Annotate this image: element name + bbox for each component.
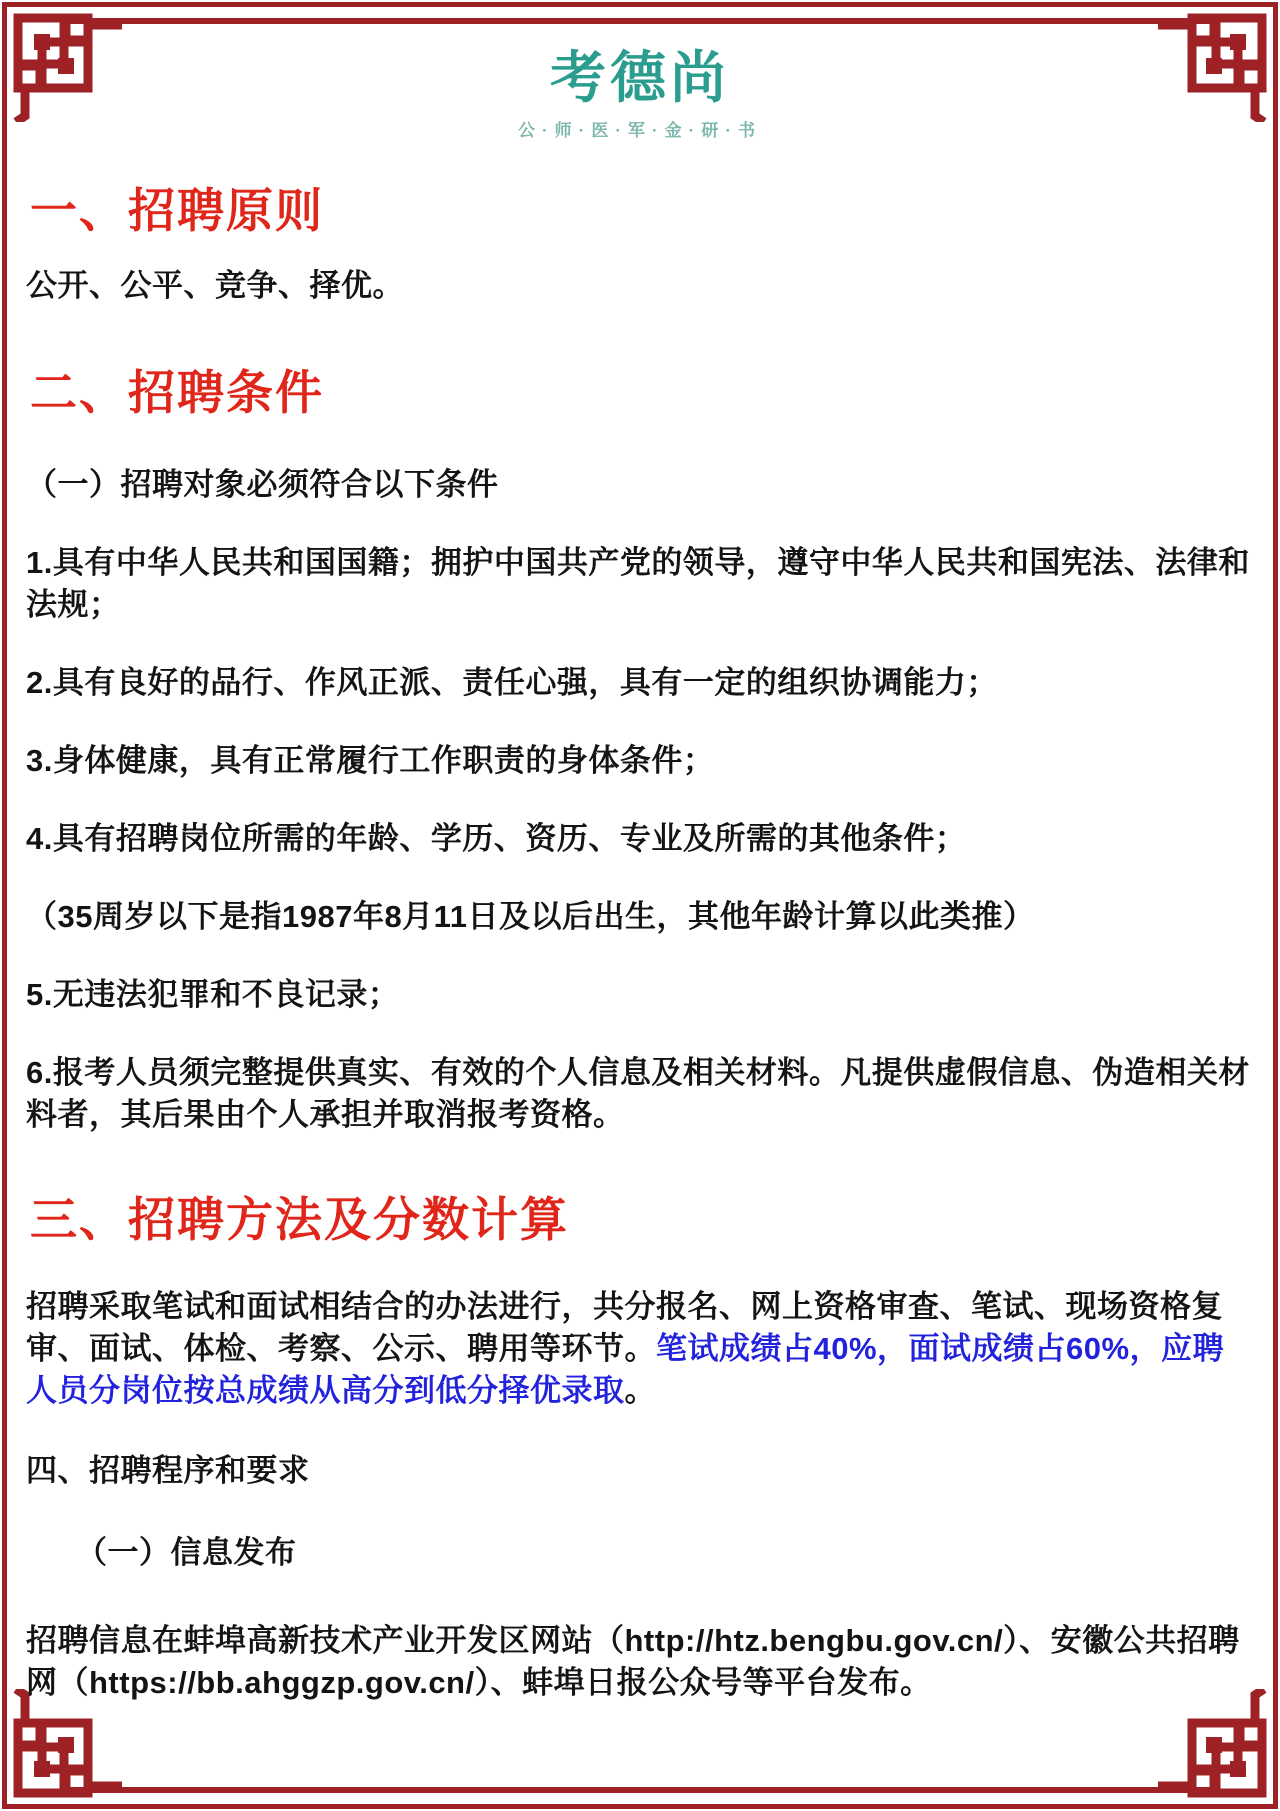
knot-corner-bottom-left-icon — [4, 1689, 122, 1807]
condition-item-1: 1.具有中华人民共和国国籍；拥护中国共产党的领导，遵守中华人民共和国宪法、法律和法规； — [26, 545, 1250, 623]
condition-item-4: 4.具有招聘岗位所需的年龄、学历、资历、专业及所需的其他条件； — [26, 821, 967, 857]
frame-bottom-line — [62, 1787, 1218, 1793]
section4-subheading: （一）信息发布 — [76, 1535, 297, 1571]
section1-heading: 一、招聘原则 — [30, 184, 324, 237]
section4-heading: 四、招聘程序和要求 — [26, 1453, 310, 1489]
method-paragraph-black: 招聘采取笔试和面试相结合的办法进行，共分报名、网上资格审查、笔试、现场资格复审、面试、体检、考察、公示、聘用等环节。 — [26, 1289, 1223, 1367]
condition-item-3: 3.身体健康，具有正常履行工作职责的身体条件； — [26, 743, 715, 779]
method-paragraph-period: 。 — [624, 1373, 656, 1409]
section2-subheading: （一）招聘对象必须符合以下条件 — [26, 467, 499, 503]
condition-age-note: （35周岁以下是指1987年8月11日及以后出生，其他年龄计算以此类推） — [26, 899, 1035, 935]
method-paragraph-blue: 笔试成绩占40%，面试成绩占60%，应聘人员分岗位按总成绩从高分到低分择优录取 — [26, 1331, 1225, 1409]
logo-subtitle: 公·师·医·军·金·研·书 — [518, 121, 762, 140]
condition-item-2: 2.具有良好的品行、作风正派、责任心强，具有一定的组织协调能力； — [26, 665, 998, 701]
info-release-paragraph: 招聘信息在蚌埠高新技术产业开发区网站（http://htz.bengbu.gov.cn/）、安徽公共招聘网（https://bb.ahggzp.gov.cn/）、蚌埠日报公众号等平台发布。 — [26, 1623, 1240, 1701]
section3-heading: 三、招聘方法及分数计算 — [30, 1193, 569, 1247]
method-paragraph — [26, 1286, 1254, 1412]
brand-logo — [26, 0, 1254, 141]
knot-corner-bottom-right-icon — [1158, 1689, 1276, 1807]
condition-item-5: 5.无违法犯罪和不良记录； — [26, 977, 400, 1013]
logo-title: 考德尚 — [550, 46, 730, 109]
section1-body: 公开、公平、竞争、择优。 — [26, 267, 404, 303]
section2-heading: 二、招聘条件 — [30, 365, 324, 419]
condition-item-6: 6.报考人员须完整提供真实、有效的个人信息及相关材料。凡提供虚假信息、伪造相关材料者，其后果由个人承担并取消报考资格。 — [26, 1055, 1250, 1133]
